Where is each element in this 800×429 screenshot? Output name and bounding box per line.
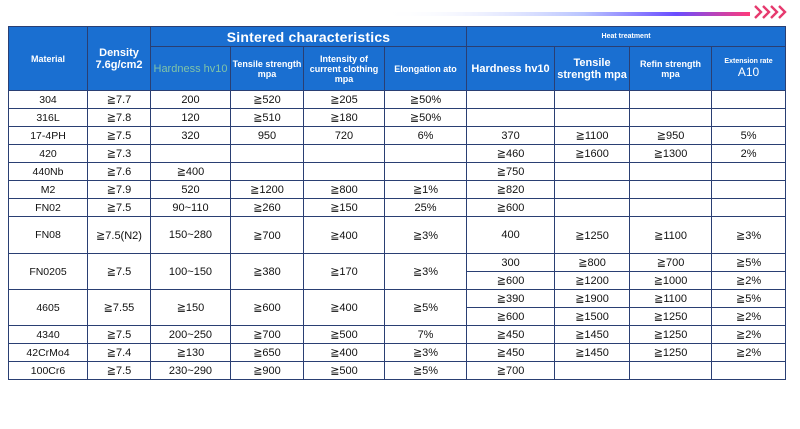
cell-heat-refin: ≧1250	[630, 326, 712, 344]
cell-s-intensity: ≧500	[304, 362, 385, 380]
cell-s-elongation: ≧3%	[385, 344, 467, 362]
cell-heat-refin	[630, 91, 712, 109]
header-heat-tensile: Tensile strength mpa	[555, 47, 630, 91]
cell-heat-extension: ≧5%	[712, 290, 786, 308]
cell-material: 42CrMo4	[9, 344, 88, 362]
cell-heat-extension: ≧5%	[712, 254, 786, 272]
cell-s-elongation: ≧3%	[385, 254, 467, 290]
cell-heat-hardness: 400	[467, 217, 555, 254]
cell-s-intensity: ≧400	[304, 217, 385, 254]
cell-heat-hardness: 370	[467, 127, 555, 145]
material-properties-table	[8, 26, 786, 380]
cell-heat-tensile	[555, 199, 630, 217]
cell-s-tensile: ≧650	[231, 344, 304, 362]
cell-s-elongation	[385, 145, 467, 163]
cell-heat-extension: ≧2%	[712, 308, 786, 326]
cell-density: ≧7.55	[88, 290, 151, 326]
cell-s-hardness: 520	[151, 181, 231, 199]
gradient-line	[380, 12, 750, 16]
chevron-icon	[755, 6, 785, 18]
cell-heat-tensile: ≧1900	[555, 290, 630, 308]
cell-heat-hardness: ≧460	[467, 145, 555, 163]
cell-heat-extension: ≧2%	[712, 272, 786, 290]
table-row	[9, 254, 786, 272]
table-body	[9, 91, 786, 380]
cell-density: ≧7.5	[88, 326, 151, 344]
cell-heat-hardness: ≧450	[467, 326, 555, 344]
cell-s-elongation: 7%	[385, 326, 467, 344]
cell-heat-tensile: ≧1600	[555, 145, 630, 163]
cell-s-hardness: 100~150	[151, 254, 231, 290]
header-sintered-characteristics: Sintered characteristics	[151, 27, 467, 47]
cell-s-elongation: ≧50%	[385, 109, 467, 127]
cell-s-hardness	[151, 145, 231, 163]
cell-heat-tensile: ≧1100	[555, 127, 630, 145]
cell-heat-extension	[712, 109, 786, 127]
cell-s-hardness: 120	[151, 109, 231, 127]
cell-s-tensile: ≧510	[231, 109, 304, 127]
header-heat-hardness: Hardness hv10	[467, 47, 555, 91]
cell-density: ≧7.7	[88, 91, 151, 109]
cell-heat-extension: ≧2%	[712, 326, 786, 344]
cell-material: 4340	[9, 326, 88, 344]
cell-s-hardness: ≧130	[151, 344, 231, 362]
header-heat-extension	[712, 47, 786, 91]
table-row	[9, 109, 786, 127]
header-sintered-hardness: Hardness hv10	[151, 47, 231, 91]
cell-heat-tensile: ≧1250	[555, 217, 630, 254]
cell-heat-refin: ≧1100	[630, 217, 712, 254]
cell-heat-extension	[712, 91, 786, 109]
header-density: Density 7.6g/cm2	[88, 27, 151, 91]
cell-s-elongation: ≧50%	[385, 91, 467, 109]
cell-heat-hardness: ≧450	[467, 344, 555, 362]
cell-heat-refin	[630, 163, 712, 181]
cell-s-intensity: ≧170	[304, 254, 385, 290]
cell-heat-refin: ≧1250	[630, 308, 712, 326]
cell-heat-tensile	[555, 109, 630, 127]
header-heat-treatment: Heat treatment	[467, 27, 786, 47]
cell-material: M2	[9, 181, 88, 199]
cell-s-elongation: ≧5%	[385, 362, 467, 380]
cell-heat-tensile	[555, 181, 630, 199]
cell-s-intensity: ≧500	[304, 326, 385, 344]
cell-material: FN08	[9, 217, 88, 254]
cell-s-hardness: ≧400	[151, 163, 231, 181]
cell-s-tensile: ≧600	[231, 290, 304, 326]
cell-s-elongation: 6%	[385, 127, 467, 145]
cell-heat-extension	[712, 163, 786, 181]
cell-density: ≧7.5	[88, 254, 151, 290]
cell-heat-refin	[630, 109, 712, 127]
cell-heat-extension	[712, 199, 786, 217]
cell-density: ≧7.5(N2)	[88, 217, 151, 254]
table-row	[9, 163, 786, 181]
cell-s-tensile: ≧700	[231, 217, 304, 254]
cell-heat-hardness	[467, 109, 555, 127]
cell-s-hardness: 150~280	[151, 217, 231, 254]
header-material: Material	[9, 27, 88, 91]
cell-s-hardness: 230~290	[151, 362, 231, 380]
cell-heat-extension: 2%	[712, 145, 786, 163]
cell-heat-refin: ≧1000	[630, 272, 712, 290]
cell-s-intensity: ≧150	[304, 199, 385, 217]
cell-density: ≧7.5	[88, 127, 151, 145]
table-row	[9, 199, 786, 217]
table-row	[9, 326, 786, 344]
cell-heat-refin: ≧1300	[630, 145, 712, 163]
cell-heat-refin: ≧700	[630, 254, 712, 272]
cell-s-hardness: ≧150	[151, 290, 231, 326]
cell-heat-hardness: ≧820	[467, 181, 555, 199]
cell-density: ≧7.5	[88, 362, 151, 380]
cell-s-elongation: 25%	[385, 199, 467, 217]
header-sintered-intensity: Intensity of current clothing mpa	[304, 47, 385, 91]
header-heat-refin: Refin strength mpa	[630, 47, 712, 91]
cell-s-elongation	[385, 163, 467, 181]
cell-heat-extension: ≧3%	[712, 217, 786, 254]
cell-s-hardness: 200	[151, 91, 231, 109]
cell-s-intensity: ≧205	[304, 91, 385, 109]
cell-material: 17-4PH	[9, 127, 88, 145]
cell-material: FN0205	[9, 254, 88, 290]
cell-density: ≧7.6	[88, 163, 151, 181]
cell-s-tensile	[231, 163, 304, 181]
cell-s-intensity: ≧400	[304, 344, 385, 362]
cell-material: FN02	[9, 199, 88, 217]
cell-heat-tensile: ≧1200	[555, 272, 630, 290]
cell-heat-extension	[712, 362, 786, 380]
cell-material: 440Nb	[9, 163, 88, 181]
table-row	[9, 181, 786, 199]
cell-heat-tensile: ≧1500	[555, 308, 630, 326]
cell-heat-hardness: ≧700	[467, 362, 555, 380]
cell-density: ≧7.8	[88, 109, 151, 127]
cell-s-intensity: ≧800	[304, 181, 385, 199]
cell-s-tensile: 950	[231, 127, 304, 145]
cell-heat-refin: ≧950	[630, 127, 712, 145]
cell-heat-refin	[630, 199, 712, 217]
header-sintered-elongation: Elongation ato	[385, 47, 467, 91]
table-row	[9, 127, 786, 145]
cell-material: 420	[9, 145, 88, 163]
cell-s-elongation: ≧5%	[385, 290, 467, 326]
cell-material: 100Cr6	[9, 362, 88, 380]
cell-material: 304	[9, 91, 88, 109]
cell-s-intensity	[304, 145, 385, 163]
cell-s-tensile: ≧1200	[231, 181, 304, 199]
cell-heat-hardness: ≧600	[467, 199, 555, 217]
cell-material: 4605	[9, 290, 88, 326]
cell-heat-refin: ≧1250	[630, 344, 712, 362]
cell-s-intensity: 720	[304, 127, 385, 145]
cell-s-intensity	[304, 163, 385, 181]
cell-heat-tensile	[555, 362, 630, 380]
header-sintered-tensile: Tensile strength mpa	[231, 47, 304, 91]
cell-heat-tensile: ≧1450	[555, 326, 630, 344]
cell-heat-refin	[630, 181, 712, 199]
cell-heat-hardness: ≧600	[467, 272, 555, 290]
cell-material: 316L	[9, 109, 88, 127]
table-row	[9, 217, 786, 254]
cell-heat-tensile	[555, 91, 630, 109]
cell-heat-hardness	[467, 91, 555, 109]
cell-heat-extension: 5%	[712, 127, 786, 145]
cell-heat-tensile: ≧1450	[555, 344, 630, 362]
table-row	[9, 290, 786, 308]
header-extension-label: Extension rate	[724, 58, 773, 65]
cell-heat-refin	[630, 362, 712, 380]
cell-density: ≧7.5	[88, 199, 151, 217]
cell-density: ≧7.9	[88, 181, 151, 199]
cell-heat-hardness: 300	[467, 254, 555, 272]
cell-s-tensile: ≧260	[231, 199, 304, 217]
cell-s-intensity: ≧400	[304, 290, 385, 326]
cell-s-tensile: ≧520	[231, 91, 304, 109]
header-a10-label: A10	[737, 65, 760, 79]
table-row	[9, 145, 786, 163]
cell-s-tensile: ≧700	[231, 326, 304, 344]
cell-heat-extension: ≧2%	[712, 344, 786, 362]
cell-s-elongation: ≧1%	[385, 181, 467, 199]
table-row	[9, 362, 786, 380]
cell-heat-extension	[712, 181, 786, 199]
cell-heat-tensile: ≧800	[555, 254, 630, 272]
cell-heat-refin: ≧1100	[630, 290, 712, 308]
cell-s-hardness: 90~110	[151, 199, 231, 217]
cell-heat-hardness: ≧600	[467, 308, 555, 326]
cell-s-tensile: ≧900	[231, 362, 304, 380]
cell-density: ≧7.4	[88, 344, 151, 362]
cell-s-hardness: 320	[151, 127, 231, 145]
cell-density: ≧7.3	[88, 145, 151, 163]
table-row	[9, 91, 786, 109]
cell-s-tensile: ≧380	[231, 254, 304, 290]
table-row	[9, 344, 786, 362]
cell-s-elongation: ≧3%	[385, 217, 467, 254]
decorative-gradient-band	[0, 0, 800, 22]
cell-s-intensity: ≧180	[304, 109, 385, 127]
cell-heat-tensile	[555, 163, 630, 181]
cell-s-hardness: 200~250	[151, 326, 231, 344]
cell-s-tensile	[231, 145, 304, 163]
properties-table-wrapper	[8, 26, 785, 380]
cell-heat-hardness: ≧750	[467, 163, 555, 181]
cell-heat-hardness: ≧390	[467, 290, 555, 308]
